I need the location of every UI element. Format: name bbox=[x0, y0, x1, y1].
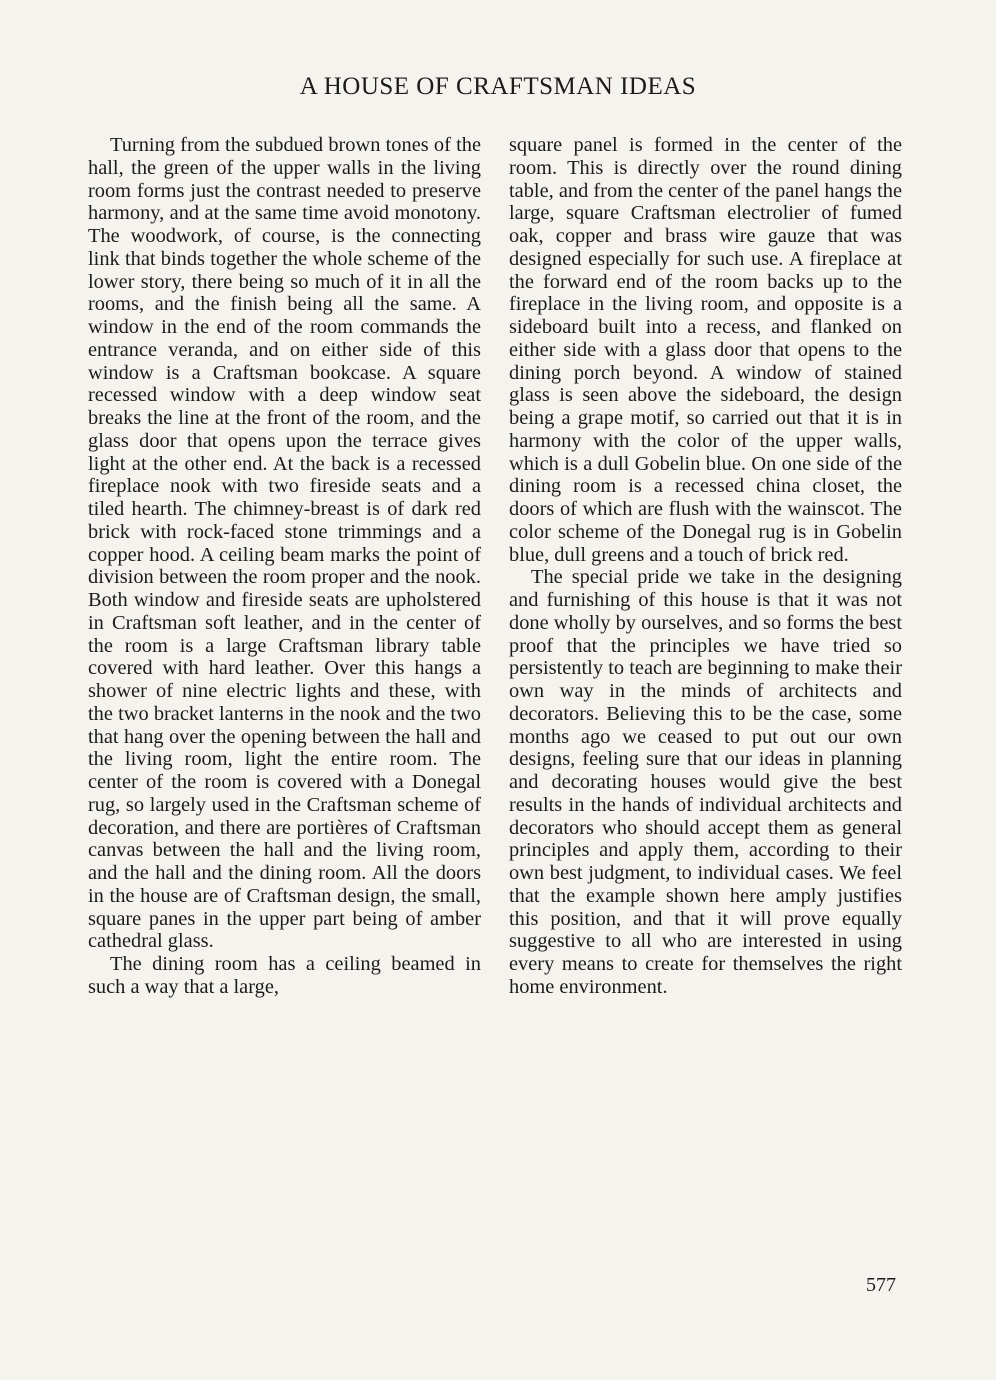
page-title: A HOUSE OF CRAFTSMAN IDEAS bbox=[299, 73, 697, 100]
paragraph-living-room: Turning from the subdued brown tones of the hall, the green of the upper walls in the living room forms just the contrast needed to preserve harmony, and at the same time avoid monotony. The woodwork, of course, is the connecting link that binds together the whole scheme of the lower story, there being so much of it in all the rooms, and the finish being all the same. A window in the end of the room commands the entrance veranda, and on either side of this window is a Craftsman bookcase. A square recessed window with a deep window seat breaks the line at the front of the room, and the glass door that opens upon the terrace gives light at the other end. At the back is a recessed fireplace nook with two fireside seats and a tiled hearth. The chimney-breast is of dark red brick with rock-faced stone trimmings and a copper hood. A ceiling beam marks the point of division between the room proper and the nook. Both window and fireside seats are upholstered in Craftsman soft leather, and in the center of the room is a large Craftsman library table covered with hard leather. Over this hangs a shower of nine electric lights and these, with the two bracket lanterns in the nook and the two that hang over the opening between the hall and the living room, light the entire room. The center of the room is covered with a Donegal rug, so largely used in the Craftsman scheme of decoration, and there are portières of Craftsman canvas between the hall and the living room, and the hall and the dining room. All the doors in the house are of Craftsman design, the small, square panes in the upper part being of amber cathedral glass. bbox=[88, 134, 481, 953]
paragraph-special-pride: The special pride we take in the designing and furnishing of this house is that it was not done wholly by ourselves, and so forms the best proof that the principles we have tried so persistently to teach are beginning to make their own way in the minds of architects and decorators. Believing this to be the case, some months ago we ceased to put out our own designs, feeling sure that our ideas in planning and decorating houses would give the best results in the hands of individual architects and decorators who should accept them as general principles and apply them, according to their own best judgment, to individual cases. We feel that the example shown here amply justifies this position, and that it will prove equally suggestive to all who are interested in using every means to create for themselves the right home environment. bbox=[509, 566, 902, 998]
paragraph-dining-room-start: The dining room has a ceiling beamed in such a way that a large, bbox=[88, 953, 481, 998]
paragraph-dining-room-continued: square panel is formed in the center of the room. This is directly over the round dining table, and from the center of the panel hangs the large, square Craftsman electrolier of fumed oak, copper and brass wire gauze that was designed especially for such use. A fireplace at the forward end of the room backs up to the fireplace in the living room, and opposite is a sideboard built into a recess, and flanked on either side with a glass door that opens to the dining porch beyond. A window of stained glass is seen above the sideboard, the design being a grape motif, so carried out that it is in harmony with the color of the upper walls, which is a dull Gobelin blue. On one side of the dining room is a recessed china closet, the doors of which are flush with the wainscot. The color scheme of the Donegal rug is in Gobelin blue, dull greens and a touch of brick red. bbox=[509, 134, 902, 566]
left-column bbox=[88, 134, 481, 999]
right-column bbox=[509, 134, 902, 999]
page-number: 577 bbox=[866, 1274, 896, 1296]
